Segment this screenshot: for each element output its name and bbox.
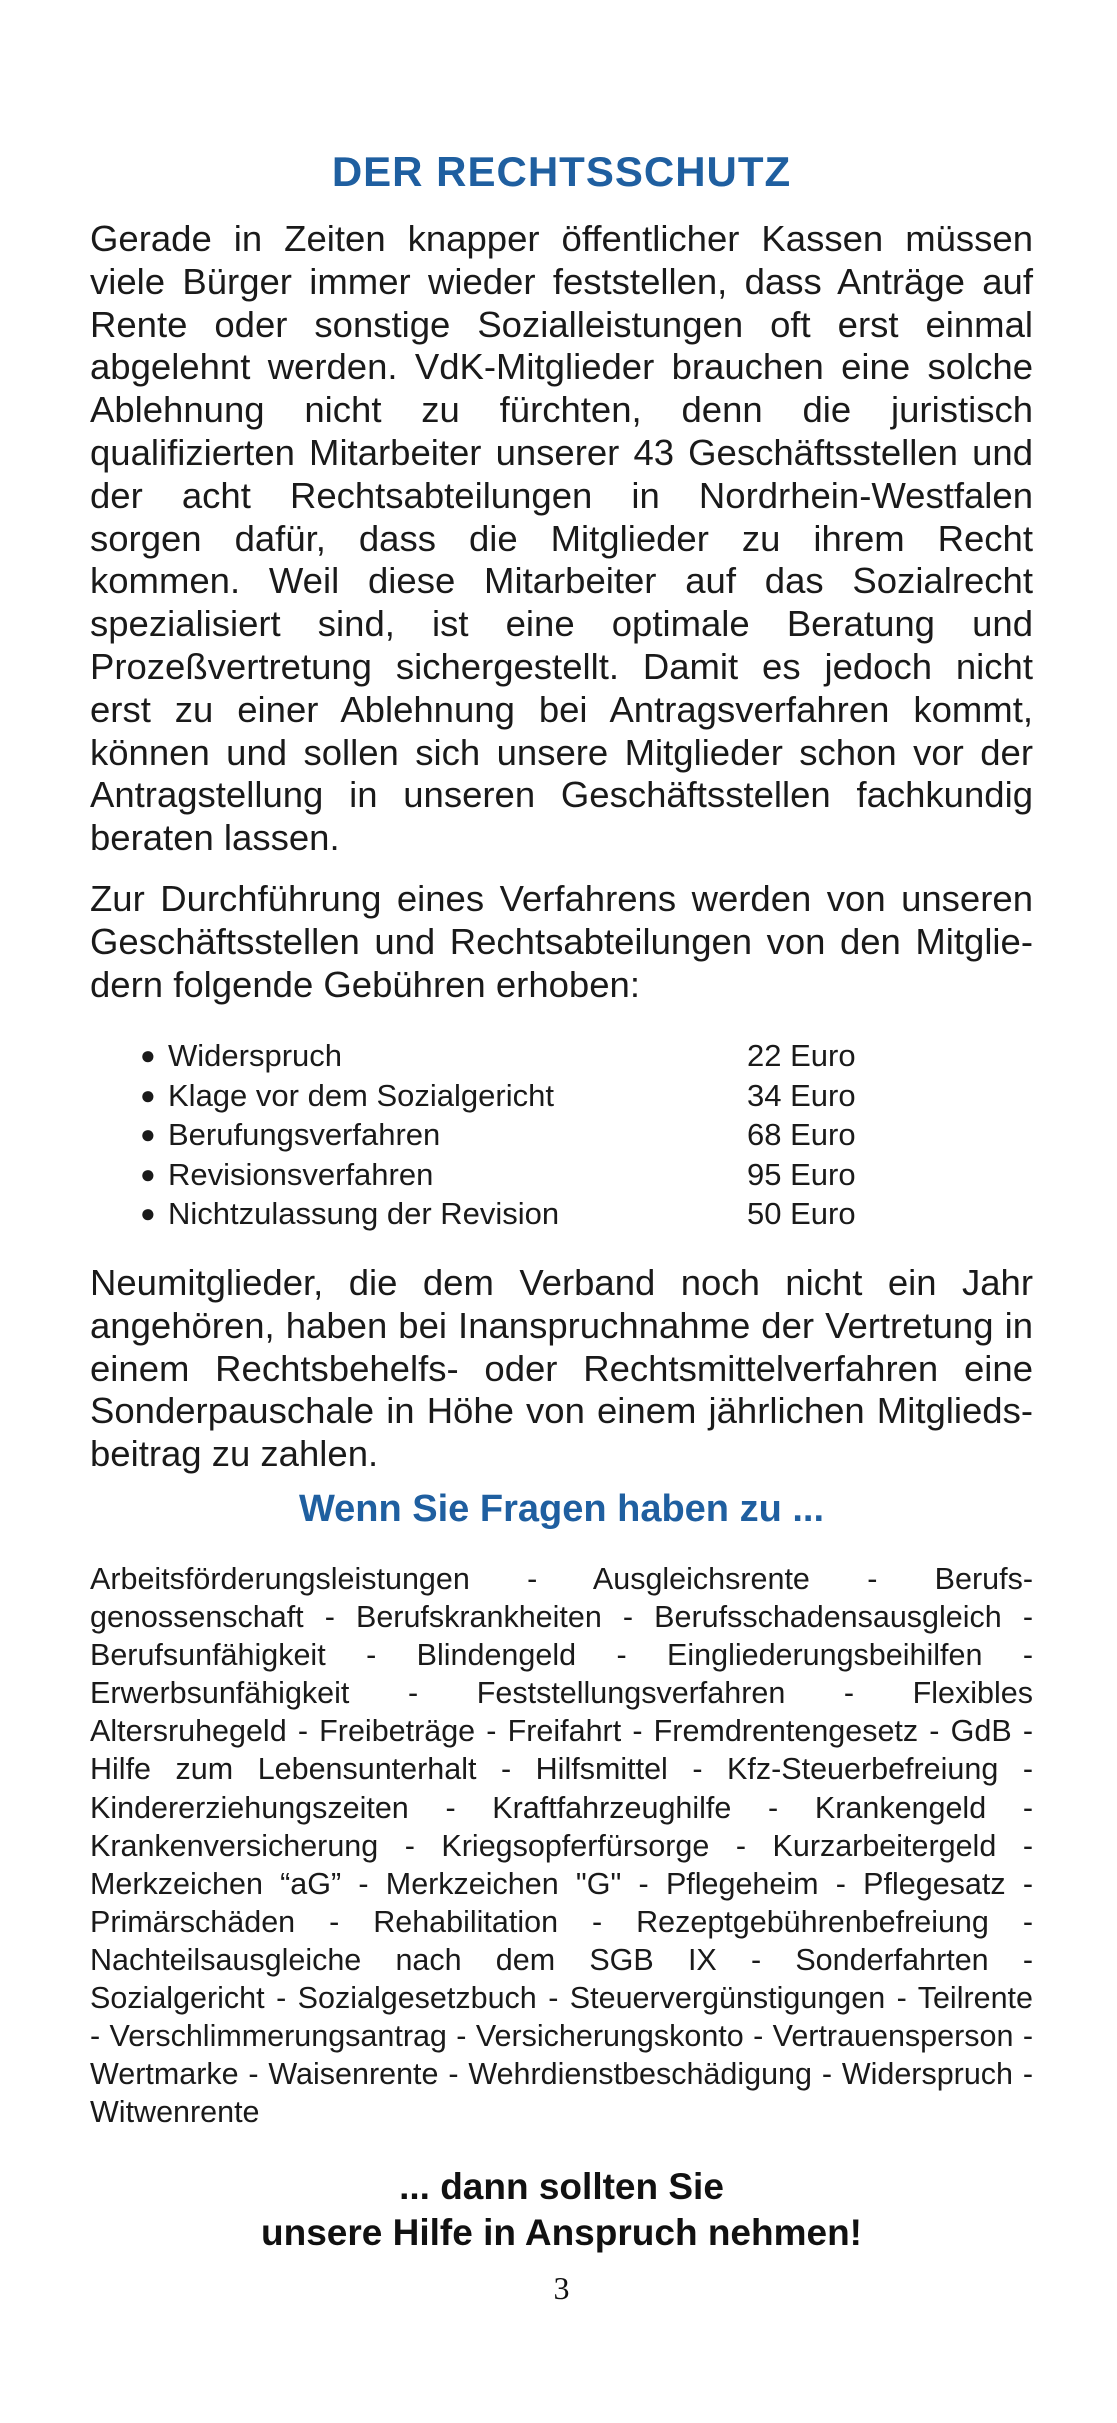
bullet-icon: ● [140,1119,156,1150]
closing-line-2: unsere Hilfe in Anspruch nehmen! [261,2212,862,2253]
fee-amount: 34 Euro [747,1077,856,1113]
fee-label: Widerspruch [168,1038,342,1073]
fees-intro-paragraph: Zur Durchführung eines Verfahrens werden von unseren Geschäftsstellen und Rechtsabteilungen von den Mitgliedern folgende Gebühren erhoben: [90,878,1033,1005]
bullet-icon: ● [140,1198,156,1229]
document-page [90,0,1033,2423]
fee-label: Berufungsverfahren [168,1117,441,1153]
page-title: DER RECHTSSCHUTZ [331,148,792,195]
questions-heading: Wenn Sie Fragen haben zu ... [298,1488,825,1530]
bullet-icon: ● [140,1079,156,1110]
intro-paragraph: Gerade in Zeiten knapper öffentlicher Kassen müssen viele Bürger immer wieder feststellen, dass Anträge auf Rente oder sonstige Sozialleistungen oft erst einmal abgelehnt werden. VdK-Mitglieder brauchen eine solche Ablehnung nicht zu fürchten, denn die juristisch qualifizierten Mitarbeiter unserer 43 Geschäftsstellen und der acht Rechtsabteilungen in Nordrhein-Westfalen sorgen dafür, dass die Mitglieder zu ihrem Recht kommen. Weil diese Mitarbeiter auf das Sozialrecht spezialisiert sind, ist eine optimale Beratung und Prozeßvertretung sichergestellt. Damit es jedoch nicht erst zu einer Ablehnung bei Antragsverfahren kommt, können und sollen sich unsere Mitglieder schon vor der Antragstellung in unseren Geschäftsstellen fachkundig beraten lassen. [90,218,1033,859]
topics-list: Arbeitsförderungsleistungen - Ausgleichsrente - Berufsgenossenschaft - Berufskrankheiten - Berufsschadensausgleich - Berufsunfähigkeit - Blindengeld - Eingliederungsbeihilfen - Erwerbsunfähigkeit - Feststellungsverfahren - Flexibles Altersruhegeld - Freibeträge - Freifahrt - Fremdrentengesetz - GdB - Hilfe zum Lebensunterhalt - Hilfsmittel - Kfz-Steuerbefreiung - Kindererziehungszeiten - Kraftfahrzeughilfe - Krankengeld - Krankenversicherung - Kriegsopferfürsorge - Kurzarbeitergeld - Merkzeichen “aG” - Merkzeichen "G" - Pflegeheim - Pflegesatz - Primärschäden - Rehabilitation - Rezeptgebührenbefreiung - Nachteilsausgleiche nach dem SGB IX - Sonderfahrten - Sozialgericht - Sozialgesetzbuch - Steuervergünstigungen - Teilrente - Verschlimmerungsantrag - Versicherungskonto - Vertrauensperson - Wertmarke - Waisenrente - Wehrdienstbeschädigung - Widerspruch - Witwenrente [90,1562,1033,2130]
fee-item [140,1155,940,1195]
bullet-icon: ● [140,1158,156,1189]
fee-item [140,1115,940,1155]
fee-item [140,1076,940,1116]
fee-item [140,1036,940,1076]
page-number: 3 [553,2270,570,2306]
closing-line-1: ... dann sollten Sie [399,2166,724,2207]
fee-label: Revisionsverfahren [168,1156,434,1192]
fee-amount: 68 Euro [747,1117,856,1153]
fee-list [140,1036,940,1234]
fee-label: Nichtzulassung der Revision [168,1196,560,1232]
fee-item [140,1194,940,1234]
fee-amount: 22 Euro [747,1038,856,1073]
fee-label: Klage vor dem Sozialgericht [168,1077,554,1113]
closing-statement [90,2164,1033,2256]
bullet-icon: ● [140,1040,156,1070]
new-members-paragraph: Neumitglieder, die dem Verband noch nicht ein Jahr angehören, haben bei Inanspruchnahme der Vertretung in einem Rechtsbehelfs- oder Rechtsmittelverfahren eine Sonderpauschale in Höhe von einem jährlichen Mitgliedsbeitrag zu zahlen. [90,1262,1033,1475]
fee-amount: 95 Euro [747,1156,856,1192]
fee-amount: 50 Euro [747,1196,856,1232]
